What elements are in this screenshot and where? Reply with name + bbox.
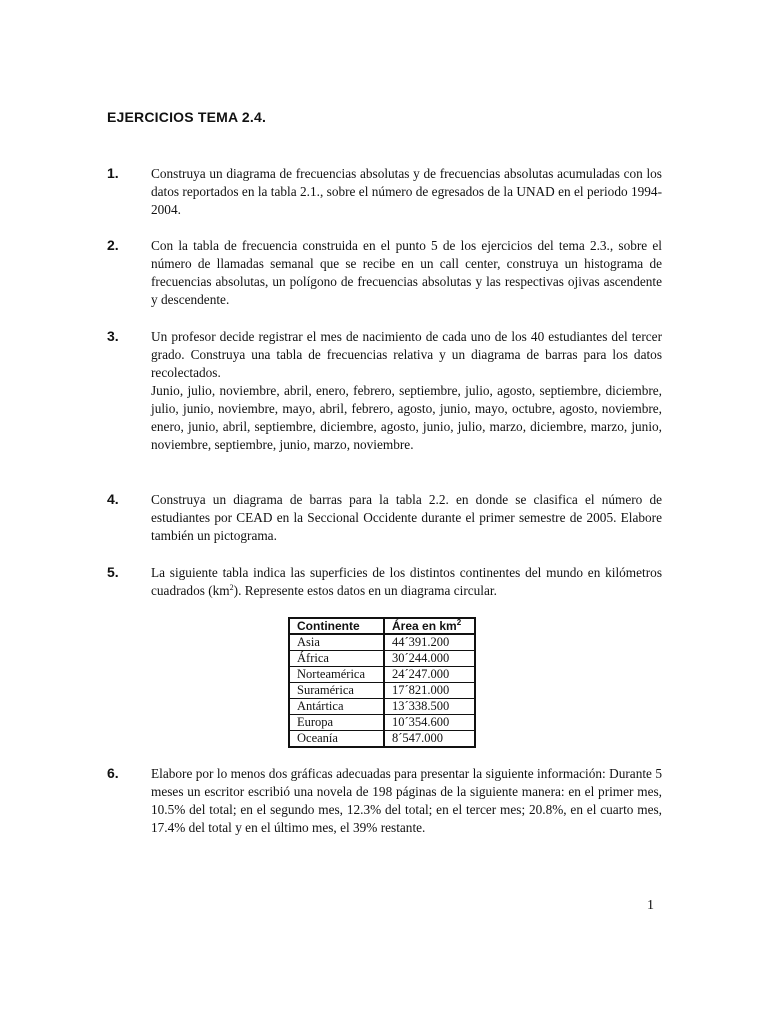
continent-name: Antártica [289,699,384,715]
header-area-label: Área en km [392,619,457,633]
header-area [384,618,475,634]
exercise-text [151,328,662,454]
table-row [289,667,475,683]
continent-name: Suramérica [289,683,384,699]
continent-area: 30´244.000 [384,651,475,667]
continents-table [288,617,476,748]
exercise-text: Construya un diagrama de barras para la tabla 2.2. en donde se clasifica el número de estudiantes por CEAD en la Seccional Occidente durante el primer semestre de 2005. Elabore también un pictograma. [151,492,662,543]
header-area-sup: 2 [456,618,462,627]
exercise-number: 6. [107,765,119,781]
continent-name: Norteamérica [289,667,384,683]
table-row [289,715,475,731]
table-row [289,683,475,699]
exercise-text: Con la tabla de frecuencia construida en el punto 5 de los ejercicios del tema 2.3., sobre el número de llamadas semanal que se recibe en un call center, construya un histograma de frecuencias absolutas, un polígono de frecuencias absolutas y las respectivas ojivas ascendente y descendente. [151,238,662,307]
header-continent: Continente [289,618,384,634]
text-before: La siguiente tabla indica las superficies de los distintos continentes del mundo en kilómetros cuadrados (km [151,565,662,598]
text-after: ). Represente estos datos en un diagrama circular. [233,583,497,598]
continent-area: 10´354.600 [384,715,475,731]
continent-area: 24´247.000 [384,667,475,683]
continent-area: 13´338.500 [384,699,475,715]
continent-name: Europa [289,715,384,731]
table-header-row [289,618,475,634]
exercise-number: 1. [107,165,119,181]
superscript: 2 [229,583,234,592]
exercise-statement: Un profesor decide registrar el mes de nacimiento de cada uno de los 40 estudiantes del tercer grado. Construya una tabla de frecuencias relativa y un diagrama de barras para los datos recolectados. [151,329,662,380]
continent-area: 17´821.000 [384,683,475,699]
table-row [289,699,475,715]
continent-area: 8´547.000 [384,731,475,748]
exercise-number: 4. [107,491,119,507]
continent-name: Oceanía [289,731,384,748]
exercise-number: 5. [107,564,119,580]
table-row [289,651,475,667]
page-number: 1 [647,898,654,913]
exercise-number: 2. [107,237,119,253]
exercise-text: Construya un diagrama de frecuencias absolutas y de frecuencias absolutas acumuladas con los datos reportados en la tabla 2.1., sobre el número de egresados de la UNAD en el periodo 1994-2004. [151,166,662,217]
table-row [289,731,475,748]
table-row [289,634,475,651]
exercise-data-list: Junio, julio, noviembre, abril, enero, febrero, septiembre, julio, agosto, septiembre, diciembre, julio, junio, noviembre, mayo, abril, febrero, agosto, junio, mayo, octubre, agosto, noviembre, enero, junio, abril, septiembre, diciembre, agosto, junio, julio, marzo, diciembre, marzo, junio, noviembre, septiembre, junio, marzo, noviembre. [151,383,662,452]
continent-area: 44´391.200 [384,634,475,651]
exercise-text [151,564,662,600]
document-title: EJERCICIOS TEMA 2.4. [107,109,267,125]
exercise-text: Elabore por lo menos dos gráficas adecuadas para presentar la siguiente información: Durante 5 meses un escritor escribió una novela de 198 páginas de la siguiente manera: en el primer mes, 10.5% del total; en el segundo mes, 12.3% del total; en el tercer mes; 20.8%, en el cuarto mes, 17.4% del total y en el último mes, el 39% restante. [151,766,662,835]
exercise-number: 3. [107,328,119,344]
continent-name: África [289,651,384,667]
continent-name: Asia [289,634,384,651]
